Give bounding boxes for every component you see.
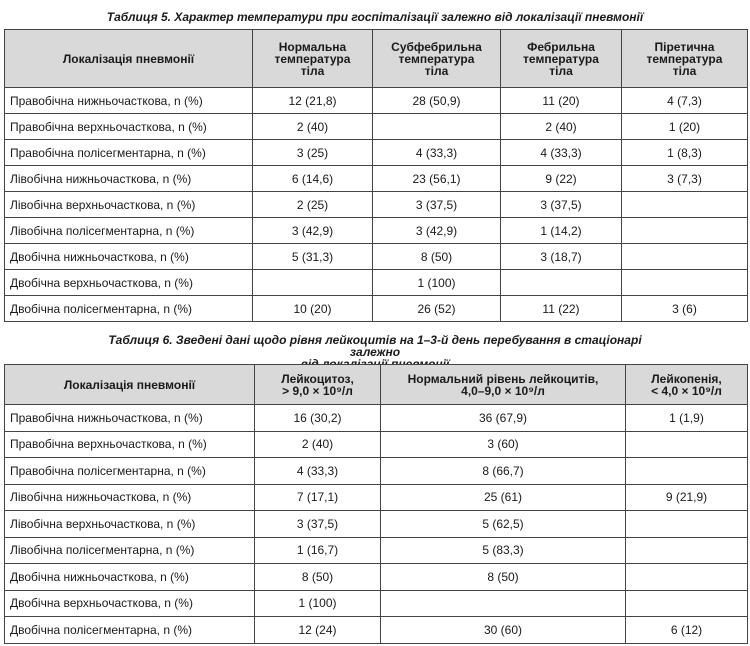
table-row [5, 192, 748, 218]
row-label-cell: Правобічна верхньочасткова, n (%) [5, 431, 255, 458]
value-cell [626, 590, 748, 617]
header-line: температура [398, 51, 475, 66]
value-cell: 1 (8,3) [622, 140, 748, 166]
value-cell: 7 (17,1) [255, 484, 381, 511]
row-label-cell: Лівобічна нижньочасткова, n (%) [5, 166, 253, 192]
value-cell: 3 (6) [622, 296, 748, 322]
table-row [5, 88, 748, 114]
table-row [5, 564, 748, 591]
value-cell [622, 270, 748, 296]
row-label-cell: Правобічна нижньочасткова, n (%) [5, 88, 253, 114]
table-row [5, 166, 748, 192]
value-cell: 11 (20) [501, 88, 622, 114]
value-cell: 16 (30,2) [255, 405, 381, 432]
value-cell: 4 (33,3) [501, 140, 622, 166]
value-cell: 3 (37,5) [501, 192, 622, 218]
row-label-cell: Правобічна полісегментарна, n (%) [5, 458, 255, 485]
value-cell: 25 (61) [381, 484, 626, 511]
header-line: температура [523, 51, 599, 66]
row-label-cell: Лівобічна верхньочасткова, n (%) [5, 192, 253, 218]
value-cell [622, 244, 748, 270]
header-line: тіла [424, 63, 449, 78]
table5-header-cell [253, 30, 373, 88]
value-cell [626, 537, 748, 564]
table-row [5, 458, 748, 485]
value-cell: 3 (60) [381, 431, 626, 458]
header-line: < 4,0 × 10⁹/л [651, 383, 722, 398]
value-cell: 9 (21,9) [626, 484, 748, 511]
value-cell: 10 (20) [253, 296, 373, 322]
value-cell: 1 (14,2) [501, 218, 622, 244]
table6-header-cell [626, 365, 748, 405]
table-row [5, 114, 748, 140]
value-cell: 36 (67,9) [381, 405, 626, 432]
value-cell: 3 (7,3) [622, 166, 748, 192]
value-cell: 8 (50) [381, 564, 626, 591]
value-cell: 5 (62,5) [381, 511, 626, 538]
value-cell: 28 (50,9) [373, 88, 501, 114]
table5-header-cell [501, 30, 622, 88]
value-cell: 3 (18,7) [501, 244, 622, 270]
header-line: Субфебрильна [391, 39, 482, 54]
value-cell: 3 (42,9) [373, 218, 501, 244]
header-line: Лейкоцитоз, [281, 371, 354, 386]
value-cell [622, 218, 748, 244]
table6-header-cell [255, 365, 381, 405]
value-cell: 1 (1,9) [626, 405, 748, 432]
value-cell: 9 (22) [501, 166, 622, 192]
value-cell: 30 (60) [381, 617, 626, 644]
row-label-cell: Лівобічна верхньочасткова, n (%) [5, 511, 255, 538]
row-label-cell: Лівобічна полісегментарна, n (%) [5, 218, 253, 244]
table-row [5, 590, 748, 617]
value-cell: 1 (20) [622, 114, 748, 140]
value-cell [501, 270, 622, 296]
value-cell [622, 192, 748, 218]
value-cell [626, 511, 748, 538]
value-cell: 5 (83,3) [381, 537, 626, 564]
header-line: Локалізація пневмонії [63, 377, 196, 392]
row-label-cell: Лівобічна нижньочасткова, n (%) [5, 484, 255, 511]
value-cell [381, 590, 626, 617]
table-row [5, 296, 748, 322]
table-row [5, 617, 748, 644]
table5-header-cell [373, 30, 501, 88]
header-line: тіла [300, 63, 325, 78]
value-cell: 1 (100) [255, 590, 381, 617]
table5-body [5, 88, 748, 322]
value-cell: 2 (40) [255, 431, 381, 458]
value-cell: 8 (66,7) [381, 458, 626, 485]
value-cell: 4 (33,3) [373, 140, 501, 166]
value-cell: 8 (50) [373, 244, 501, 270]
table-row [5, 405, 748, 432]
table5-header-cell [5, 30, 253, 88]
table6-header-cell [5, 365, 255, 405]
temperature-table [4, 29, 748, 322]
value-cell: 3 (25) [253, 140, 373, 166]
value-cell: 2 (40) [253, 114, 373, 140]
table-row [5, 431, 748, 458]
value-cell: 6 (14,6) [253, 166, 373, 192]
header-line: > 9,0 × 10⁹/л [282, 383, 353, 398]
table-row [5, 537, 748, 564]
value-cell: 26 (52) [373, 296, 501, 322]
header-line: Нормальна [278, 39, 347, 54]
table5-header-cell [622, 30, 748, 88]
row-label-cell: Двобічна полісегментарна, n (%) [5, 617, 255, 644]
value-cell [626, 564, 748, 591]
value-cell: 3 (37,5) [373, 192, 501, 218]
value-cell: 12 (21,8) [253, 88, 373, 114]
leukocyte-table [4, 364, 748, 644]
row-label-cell: Лівобічна полісегментарна, n (%) [5, 537, 255, 564]
table6-header-row [5, 365, 748, 405]
table-row [5, 244, 748, 270]
row-label-cell: Правобічна полісегментарна, n (%) [5, 140, 253, 166]
row-label-cell: Двобічна верхньочасткова, n (%) [5, 270, 253, 296]
table5-header-row [5, 30, 748, 88]
table-row [5, 140, 748, 166]
table-row [5, 270, 748, 296]
header-line: тіла [672, 63, 697, 78]
table5-caption: Таблиця 5. Характер температури при госпіталізації залежно від локалізації пневмонії [106, 10, 644, 24]
header-line: Фебрильна [527, 39, 595, 54]
value-cell [373, 114, 501, 140]
table-row [5, 511, 748, 538]
value-cell: 3 (42,9) [253, 218, 373, 244]
row-label-cell: Двобічна нижньочасткова, n (%) [5, 564, 255, 591]
table6-body [5, 405, 748, 644]
value-cell: 1 (100) [373, 270, 501, 296]
value-cell [626, 458, 748, 485]
value-cell: 8 (50) [255, 564, 381, 591]
row-label-cell: Двобічна нижньочасткова, n (%) [5, 244, 253, 270]
value-cell: 23 (56,1) [373, 166, 501, 192]
value-cell: 1 (16,7) [255, 537, 381, 564]
table-row [5, 484, 748, 511]
header-line: температура [274, 51, 351, 66]
value-cell: 12 (24) [255, 617, 381, 644]
value-cell: 4 (7,3) [622, 88, 748, 114]
value-cell: 5 (31,3) [253, 244, 373, 270]
header-line: Локалізація пневмонії [62, 51, 195, 66]
value-cell: 4 (33,3) [255, 458, 381, 485]
value-cell: 3 (37,5) [255, 511, 381, 538]
row-label-cell: Правобічна верхньочасткова, n (%) [5, 114, 253, 140]
header-line: тіла [549, 63, 573, 78]
value-cell: 2 (25) [253, 192, 373, 218]
value-cell [253, 270, 373, 296]
header-line: 4,0–9,0 × 10⁹/л [461, 383, 545, 398]
header-line: Лейкопенія, [651, 371, 722, 386]
table6-header-cell [381, 365, 626, 405]
value-cell [626, 431, 748, 458]
value-cell: 6 (12) [626, 617, 748, 644]
table-row [5, 218, 748, 244]
value-cell: 11 (22) [501, 296, 622, 322]
row-label-cell: Двобічна верхньочасткова, n (%) [5, 590, 255, 617]
header-line: Піретична [654, 39, 715, 54]
header-line: температура [646, 51, 723, 66]
row-label-cell: Правобічна нижньочасткова, n (%) [5, 405, 255, 432]
row-label-cell: Двобічна полісегментарна, n (%) [5, 296, 253, 322]
value-cell: 2 (40) [501, 114, 622, 140]
table6-caption-line1: Таблиця 6. Зведені дані щодо рівня лейкоцитів на 1–3-й день перебування в стаціонарі залежно [108, 333, 642, 359]
header-line: Нормальний рівень лейкоцитів, [407, 371, 599, 386]
